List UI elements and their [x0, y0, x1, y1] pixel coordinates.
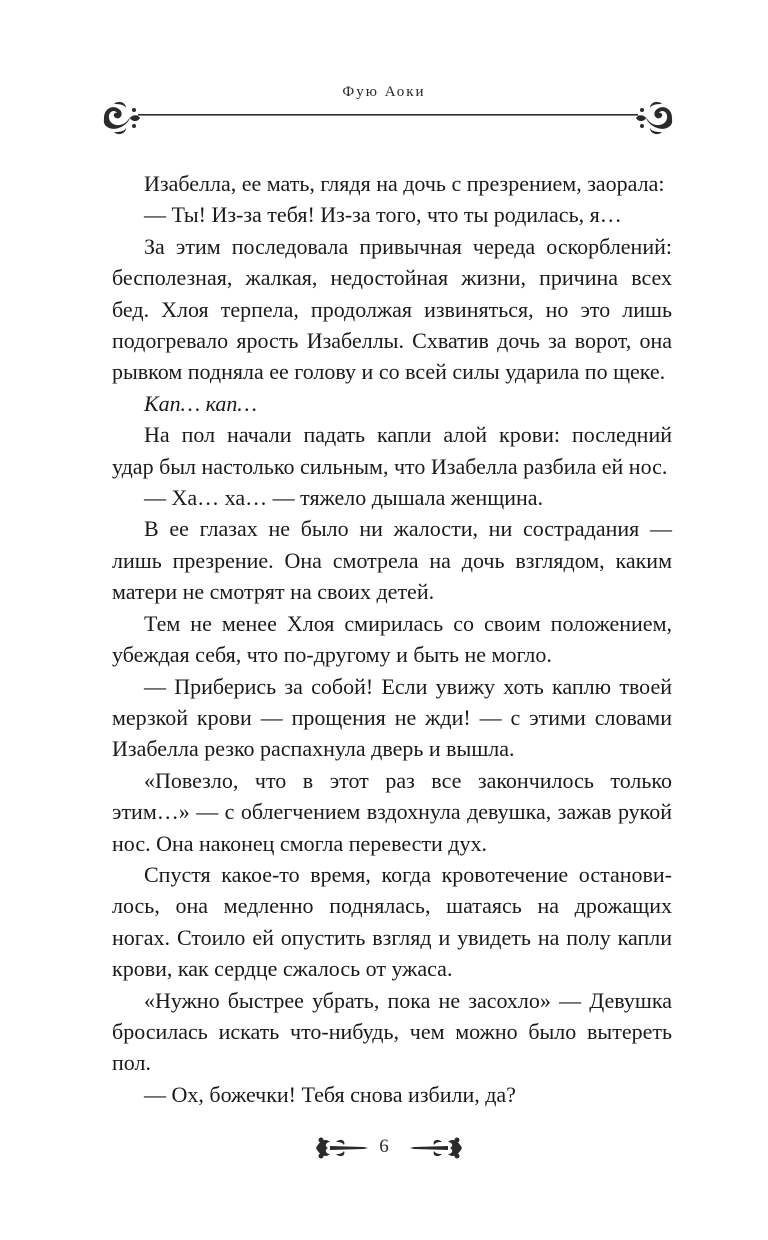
right-flourish-icon	[636, 102, 672, 134]
paragraph: — Ха… ха… — тяжело дышала женщина.	[144, 485, 544, 511]
paragraph: Изабелла, ее мать, глядя на дочь с презрением, заорала:	[144, 171, 665, 196]
header-ornament-rule	[100, 98, 676, 138]
paragraph: За этим последовала привычная череда оскорблений: бесполезная, жалкая, недостойная жизни, причина всех бед. Хлоя терпела, продолжая извиняться, но это лишь подогревало ярость Изабеллы. Схватив дочь за ворот, она рывком подняла ее голову и со всей силы ударила по щеке.	[112, 233, 672, 385]
paragraph: «Нужно быстрее убрать, пока не засохло» — Девушка бросилась искать что-нибудь, чем можно было вытереть пол.	[112, 987, 672, 1076]
body-text	[112, 168, 672, 1110]
page-number: 6	[379, 1136, 389, 1157]
left-flourish-icon	[104, 102, 140, 134]
running-head-author: Фую Аоки	[342, 84, 426, 100]
paragraph: «Повезло, что в этот раз все закончилось только этим…» — с облегчением вздохнула девушка, зажав рукой нос. Она наконец смогла перевести дух.	[112, 767, 672, 856]
paragraph: Спустя какое-то время, когда кровотечение останови-лось, она медленно поднялась, шатаясь на дрожащих ногах. Стоило ей опустить взгляд и увидеть на полу капли крови, как сердце сжалось от ужаса.	[112, 861, 672, 982]
header-rule-line	[138, 114, 638, 116]
paragraph: — Ты! Из-за тебя! Из-за того, что ты родилась, я…	[144, 202, 622, 228]
paragraph: Тем не менее Хлоя смирилась со своим положением, убеждая себя, что по-другому и быть не могло.	[112, 610, 672, 668]
paragraph-italic: Кап… кап…	[144, 390, 257, 416]
paragraph: — Приберись за собой! Если увижу хоть каплю твоей мерзкой крови — прощения не жди! — с этими словами Изабелла резко распахнула дверь и вышла.	[112, 673, 672, 762]
paragraph: На пол начали падать капли алой крови: последний удар был настолько сильным, что Изабелла разбила ей нос.	[112, 422, 672, 479]
paragraph: — Ох, божечки! Тебя снова избили, да?	[144, 1081, 516, 1107]
paragraph: В ее глазах не было ни жалости, ни сострадания — лишь презрение. Она смотрела на дочь взглядом, каким матери не смотрят на своих детей.	[112, 516, 672, 605]
